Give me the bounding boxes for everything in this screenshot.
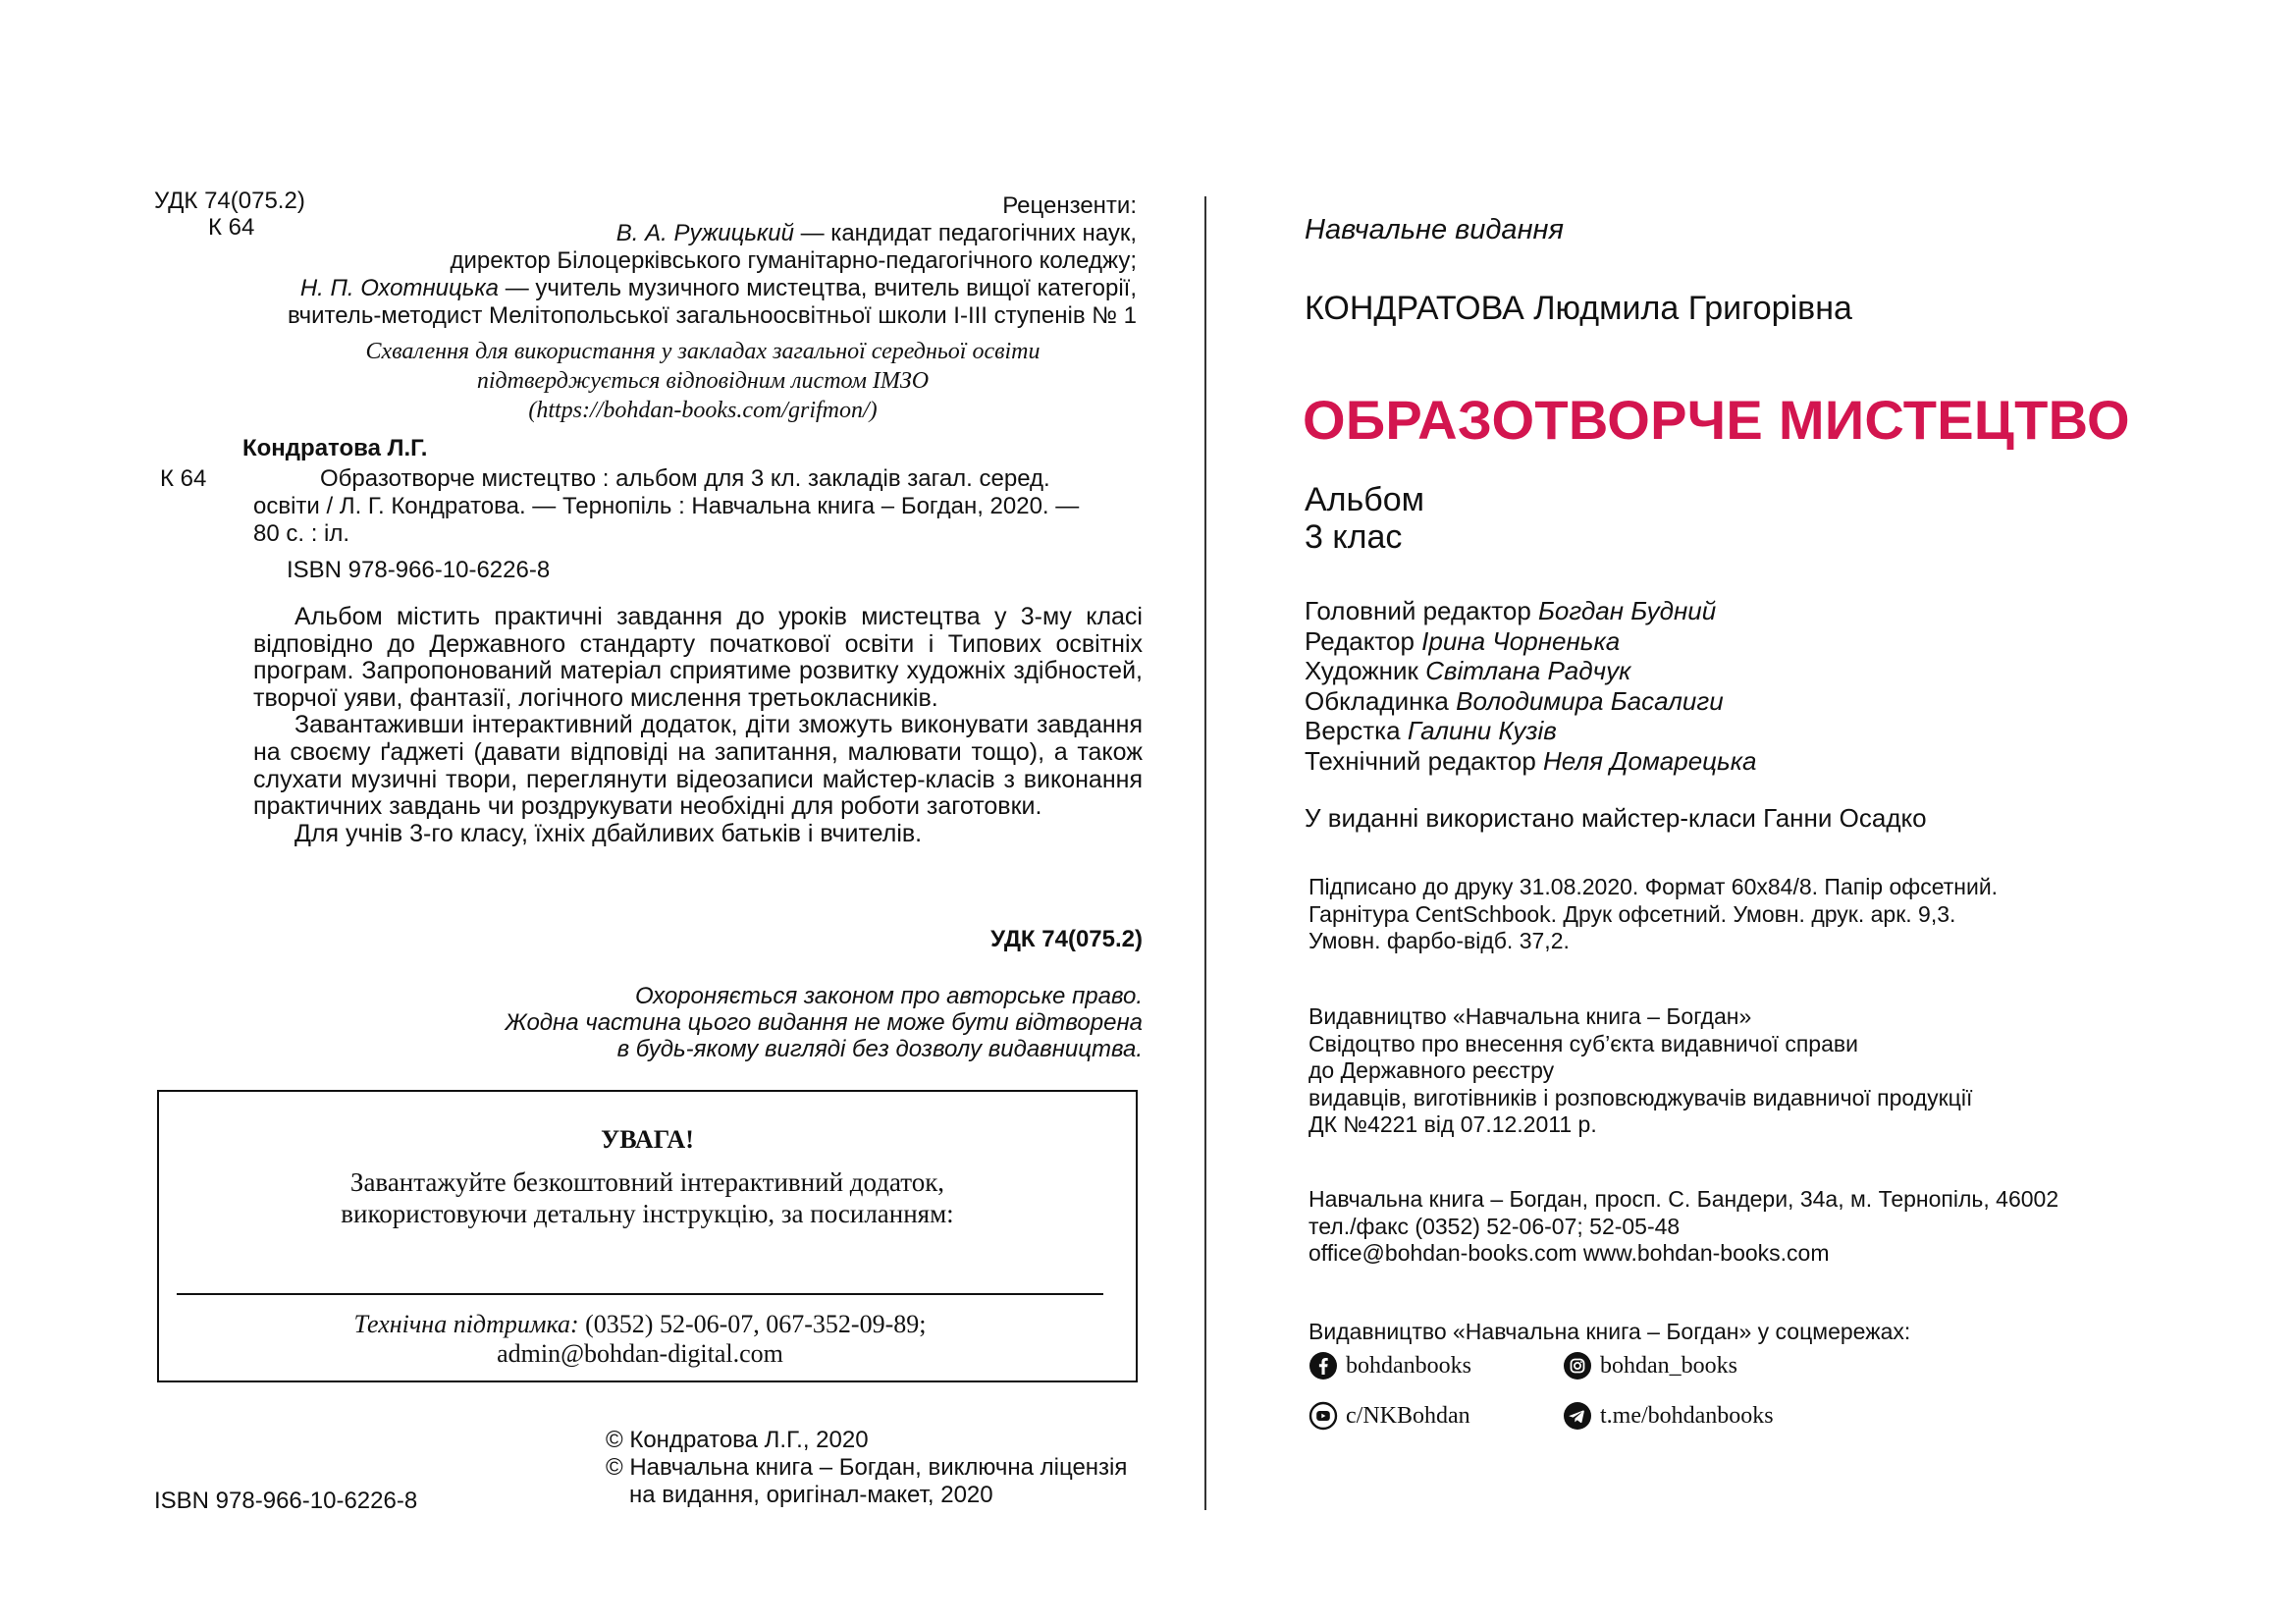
attention-title: УВАГА! xyxy=(601,1125,694,1154)
tech-support xyxy=(198,1310,1082,1369)
staff-row xyxy=(1305,626,1756,657)
catalog-line-1: Образотворче мистецтво : альбом для 3 кл. закладів загал. серед. xyxy=(320,465,1050,492)
copyright-publisher-2: на видання, оригінал-макет, 2020 xyxy=(629,1482,993,1508)
catalog-line-2: освіти / Л. Г. Кондратова. — Тернопіль : Навчальна книга – Богдан, 2020. — xyxy=(253,493,1080,519)
staff-name: Богдан Будний xyxy=(1538,596,1717,625)
attention-line-2: використовуючи детальну інструкцію, за посиланням: xyxy=(341,1199,954,1228)
social-facebook[interactable] xyxy=(1308,1351,1471,1380)
abstract-paragraph-1: Альбом містить практичні завдання до уроків мистецтва у 3-му класі відповідно до Державного стандарту початкової освіти і Типових освітніх програм. Запропонований матеріал сприятиме розвитку художніх здібностей, творчої уяви, фантазії, логічного мислення третьокласників. xyxy=(253,603,1143,712)
staff-row xyxy=(1305,716,1756,746)
tech-support-email: admin@bohdan-digital.com xyxy=(497,1339,783,1368)
attention-line-1: Завантажуйте безкоштовний інтерактивний додаток, xyxy=(349,1167,945,1197)
edition-type: Навчальне видання xyxy=(1305,214,1564,245)
copyright-publisher: © Навчальна книга – Богдан, виключна ліцензія xyxy=(606,1454,1128,1481)
telegram-label[interactable]: t.me/bohdanbooks xyxy=(1600,1402,1774,1429)
publisher-line-5: ДК №4221 від 07.12.2011 р. xyxy=(1308,1111,1597,1137)
catalog-line-3: 80 с. : іл. xyxy=(253,520,350,547)
udk-code: УДК 74(075.2) xyxy=(154,188,305,214)
copyright-law-line-2: Жодна частина цього видання не може бути відтворена xyxy=(505,1009,1143,1036)
attention-box xyxy=(157,1090,1138,1382)
abstract-paragraph-2: Завантаживши інтерактивний додаток, діти зможуть виконувати завдання на своєму ґаджеті (давати відповіді на запитання, малювати тощо), а також слухати музичні твори, переглянути відеозаписи майстер-класів з виконання практичних завдань чи роздрукувати необхідні для роботи заготовки. xyxy=(253,711,1143,821)
copyright-law-line-1: Охороняється законом про авторське право. xyxy=(634,983,1143,1009)
social-youtube[interactable] xyxy=(1308,1401,1470,1431)
telegram-icon xyxy=(1563,1401,1592,1431)
approval-line-1: Схвалення для використання у закладах загальної середньої освіти xyxy=(365,339,1041,364)
instagram-icon xyxy=(1563,1351,1592,1380)
tech-support-label: Технічна підтримка: xyxy=(353,1310,579,1338)
attention-text xyxy=(159,1166,1136,1229)
copyright-law-note xyxy=(393,983,1143,1062)
contacts-phone: тел./факс (0352) 52-06-07; 52-05-48 xyxy=(1308,1213,1681,1239)
abstract xyxy=(253,604,1143,847)
youtube-icon xyxy=(1308,1401,1338,1431)
copyright-notices xyxy=(606,1427,1155,1509)
udk-code-bottom: УДК 74(075.2) xyxy=(990,926,1143,952)
staff-role: Технічний редактор xyxy=(1305,745,1544,776)
contacts-address: Навчальна книга – Богдан, просп. С. Бандери, 34а, м. Тернопіль, 46002 xyxy=(1308,1186,2059,1212)
staff-name: Ірина Чорненька xyxy=(1421,625,1621,656)
author-full-name: КОНДРАТОВА Людмила Григорівна xyxy=(1305,290,1852,327)
publisher-line-2: Свідоцтво про внесення суб’єкта видавничої справи xyxy=(1308,1030,1858,1056)
instagram-label[interactable]: bohdan_books xyxy=(1600,1352,1737,1379)
tech-support-phones: (0352) 52-06-07, 067-352-09-89; xyxy=(578,1310,927,1338)
reviewers-block xyxy=(245,192,1137,330)
reviewer-2-desc-2: вчитель-методист Мелітопольської загальноосвітньої школи І-ІІІ ступенів № 1 xyxy=(287,302,1137,329)
reviewer-2-desc: — учитель музичного мистецтва, вчитель вищої категорії, xyxy=(499,275,1137,301)
approval-line-2: підтверджується відповідним листом ІМЗО xyxy=(476,368,930,394)
reviewer-1 xyxy=(245,220,1137,247)
reviewer-1-desc-2: директор Білоцерківського гуманітарно-педагогічного коледжу; xyxy=(450,247,1137,274)
facebook-icon xyxy=(1308,1351,1338,1380)
reviewer-1-name: В. А. Ружицький xyxy=(615,220,794,246)
catalog-k-code: К 64 xyxy=(160,465,207,492)
staff-role: Обкладинка xyxy=(1305,685,1457,716)
contacts-web[interactable]: office@bohdan-books.com www.bohdan-books.com xyxy=(1308,1240,1830,1266)
abstract-paragraph-3: Для учнів 3-го класу, їхніх дбайливих батьків і вчителів. xyxy=(294,819,923,847)
publisher-info xyxy=(1308,1003,1972,1139)
staff-name: Володимира Басалиги xyxy=(1456,685,1724,716)
staff-role: Редактор xyxy=(1305,625,1422,656)
book-subtitle xyxy=(1305,481,1424,556)
reviewers-heading: Рецензенти: xyxy=(1002,192,1137,219)
staff-name: Неля Домарецька xyxy=(1543,745,1757,776)
publisher-line-4: видавців, виготівників і розповсюджувачів видавничої продукції xyxy=(1308,1084,1973,1110)
approval-line-3: (https://bohdan-books.com/grifmon/) xyxy=(528,398,878,423)
staff-row xyxy=(1305,596,1756,626)
editorial-staff xyxy=(1305,596,1756,776)
catalog-isbn: ISBN 978-966-10-6226-8 xyxy=(287,557,551,583)
book-title: ОБРАЗОТВОРЧЕ МИСТЕЦТВО xyxy=(1303,389,2130,451)
subtitle-grade: 3 клас xyxy=(1305,518,1403,556)
staff-row xyxy=(1305,746,1756,777)
print-info-line-3: Умовн. фарбо-відб. 37,2. xyxy=(1308,928,1570,953)
facebook-label[interactable]: bohdanbooks xyxy=(1346,1352,1471,1379)
print-info xyxy=(1308,874,1998,955)
isbn-bottom: ISBN 978-966-10-6226-8 xyxy=(154,1488,418,1514)
link-placeholder-line xyxy=(177,1293,1103,1295)
social-telegram[interactable] xyxy=(1563,1401,1774,1431)
reviewer-1-desc: — кандидат педагогічних наук, xyxy=(793,220,1137,246)
approval-note xyxy=(261,337,1145,425)
copyright-law-line-3: в будь-якому вигляді без дозволу видавництва. xyxy=(616,1036,1143,1062)
staff-name: Галини Кузів xyxy=(1407,716,1557,745)
print-info-line-2: Гарнітура CentSchbook. Друк офсетний. Умовн. друк. арк. 9,3. xyxy=(1308,900,1956,927)
staff-name: Світлана Радчук xyxy=(1425,656,1631,685)
publisher-line-1: Видавництво «Навчальна книга – Богдан» xyxy=(1308,1003,1752,1029)
catalog-entry xyxy=(253,465,1143,548)
masterclass-credit: У виданні використано майстер-класи Ганни Осадко xyxy=(1305,803,1927,833)
reviewer-2-name: Н. П. Охотницька xyxy=(299,275,500,301)
copyright-author: © Кондратова Л.Г., 2020 xyxy=(606,1427,869,1453)
staff-row xyxy=(1305,686,1756,717)
social-heading: Видавництво «Навчальна книга – Богдан» у соцмережах: xyxy=(1308,1319,1911,1344)
k-code: К 64 xyxy=(208,214,255,241)
reviewer-2 xyxy=(245,275,1137,302)
staff-role: Верстка xyxy=(1305,716,1408,745)
catalog-author: Кондратова Л.Г. xyxy=(242,435,428,461)
social-instagram[interactable] xyxy=(1563,1351,1737,1380)
subtitle-album: Альбом xyxy=(1305,481,1424,518)
page-divider xyxy=(1204,196,1206,1510)
staff-role: Художник xyxy=(1305,656,1426,685)
print-info-line-1: Підписано до друку 31.08.2020. Формат 60х84/8. Папір офсетний. xyxy=(1308,874,1999,899)
publisher-line-3: до Державного реєстру xyxy=(1308,1057,1555,1083)
youtube-label[interactable]: c/NKBohdan xyxy=(1346,1402,1470,1429)
staff-row xyxy=(1305,656,1756,686)
publisher-contacts xyxy=(1308,1186,2058,1268)
staff-role: Головний редактор xyxy=(1305,596,1538,625)
